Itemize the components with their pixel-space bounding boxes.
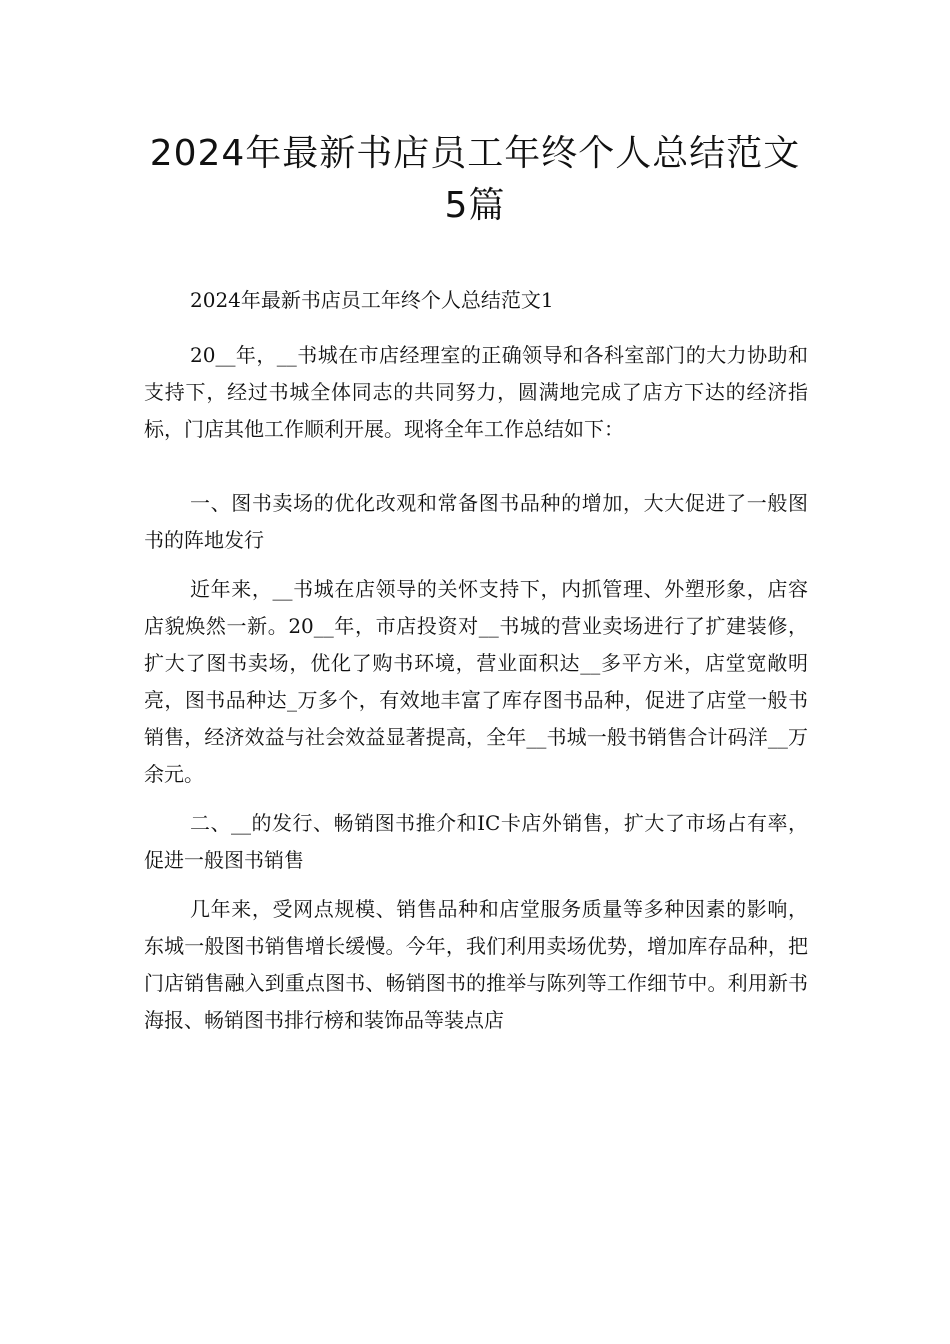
paragraph-gap (144, 448, 808, 485)
title-line-2: 5篇 (444, 185, 506, 226)
paragraph-heading-1: 一、图书卖场的优化改观和常备图书品种的增加，大大促进了一般图书的阵地发行 (144, 491, 808, 552)
paragraph-body-2: 几年来，受网点规模、销售品种和店堂服务质量等多种因素的影响，东城一般图书销售增长缓慢。今年，我们利用卖场优势，增加库存品种，把门店销售融入到重点图书、畅销图书的推举与陈列等工作细节中。利用新书海报、畅销图书排行榜和装饰品等装点店 (144, 897, 808, 1032)
document-body (144, 282, 808, 1039)
paragraph-body-1: 近年来，__书城在店领导的关怀支持下，内抓管理、外塑形象，店容店貌焕然一新。20__年，市店投资对__书城的营业卖场进行了扩建装修，扩大了图书卖场，优化了购书环境，营业面积达__多平方米，店堂宽敞明亮，图书品种达_万多个，有效地丰富了库存图书品种，促进了店堂一般书销售，经济效益与社会效益显著提高，全年__书城一般书销售合计码洋__万余元。 (144, 577, 808, 786)
paragraph-heading-2: 二、__的发行、畅销图书推介和IC卡店外销售，扩大了市场占有率，促进一般图书销售 (144, 811, 808, 872)
section-subtitle: 2024年最新书店员工年终个人总结范文1 (190, 288, 554, 312)
title-line-1: 2024年最新书店员工年终个人总结范文 (149, 133, 801, 174)
document-title (120, 128, 830, 232)
paragraph-intro: 20__年，__书城在市店经理室的正确领导和各科室部门的大力协助和支持下，经过书城全体同志的共同努力，圆满地完成了店方下达的经济指标，门店其他工作顺利开展。现将全年工作总结如下： (144, 343, 808, 441)
